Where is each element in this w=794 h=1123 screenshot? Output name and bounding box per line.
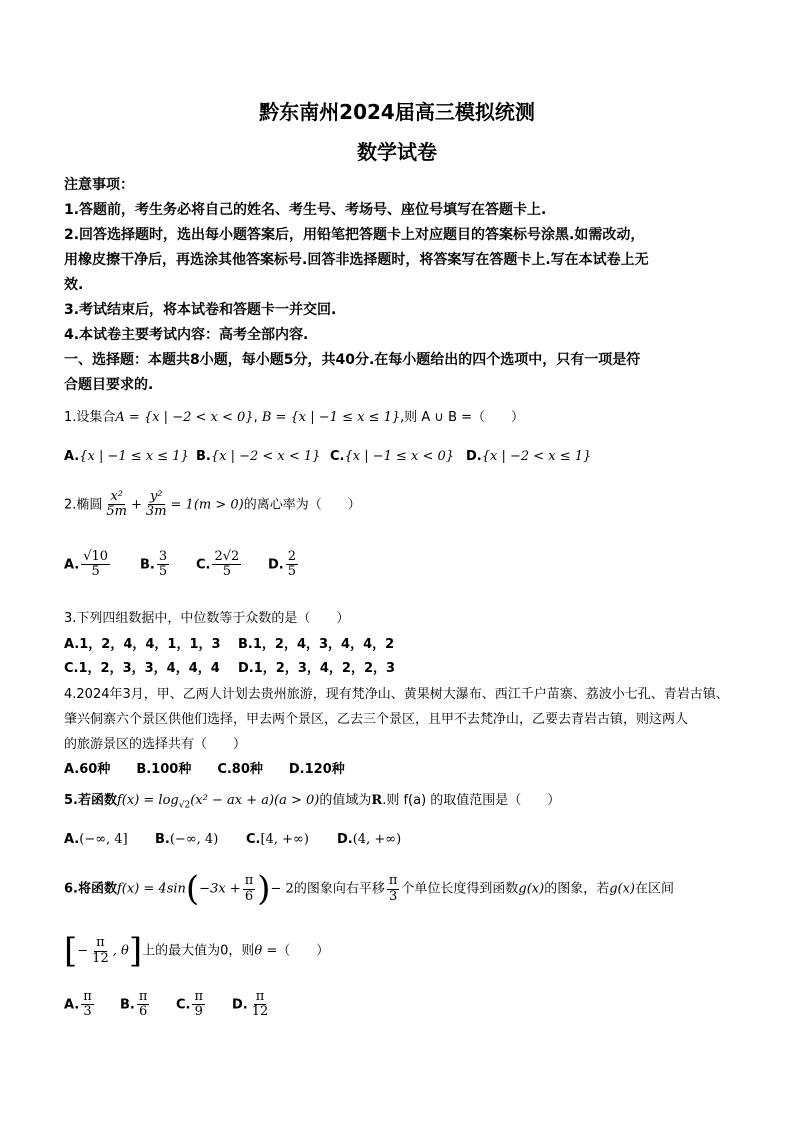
q2-option-d[interactable]: D. $\frac{2}{5}$ (268, 549, 297, 580)
exam-title: 黔东南州2024届高三模拟统测 (259, 100, 535, 124)
section-heading-line-1: 一、选择题：本题共8小题，每小题5分，共40分.在每小题给出的四个选项中，只有一项是符 (64, 352, 641, 368)
q6-option-a[interactable]: A. $\frac{\pi}{3}$ (64, 989, 92, 1020)
note-4: 4.本试卷主要考试内容：高考全部内容. (64, 327, 309, 343)
notes-heading: 注意事项： (64, 177, 134, 193)
q1-option-c[interactable]: C.{x | −1 ≤ x < 0} (330, 449, 455, 464)
q6-option-c[interactable]: C. $\frac{\pi}{9}$ (176, 989, 204, 1020)
note-3: 3.考试结束后，将本试卷和答题卡一并交回. (64, 302, 337, 318)
question-4-line-3: 的旅游景区的选择共有（ ） (64, 737, 247, 752)
question-5-stem: 5.若函数$f(x) = \log_{√2}(x^2$ − ax + a)(a > 0)的值域为R.则 f(a) 的取值范围是（ ） (64, 793, 561, 811)
question-3-stem: 3.下列四组数据中，中位数等于众数的是（ ） (64, 611, 350, 626)
q1-option-d[interactable]: D.{x | −2 < x ≤ 1} (466, 449, 592, 464)
q3-option-a[interactable]: A.1，2，4，4，1，1，3 (64, 637, 221, 652)
question-4-line-1: 4.2024年3月，甲、乙两人计划去贵州旅游，现有梵净山、黄果树大瀑布、西江千户苗寨、荔波小七孔、青岩古镇、 (64, 687, 729, 702)
q6-option-b[interactable]: B. $\frac{\pi}{6}$ (120, 989, 148, 1020)
fraction-x2-5m: $\frac{\text{x²}}{5m}$ (106, 489, 128, 520)
q3-option-c[interactable]: C.1，2，3，3，4，4，4 (64, 661, 220, 676)
q5-option-c[interactable]: C.[4, +∞) (246, 832, 309, 847)
note-1: 1.答题前，考生务必将自己的姓名、考生号、考场号、座位号填写在答题卡上. (64, 202, 547, 218)
set-b: B = {x | −1 ≤ x ≤ 1} (261, 410, 401, 425)
q3-option-b[interactable]: B.1，2，4，3，4，4，2 (238, 637, 395, 652)
question-4-line-2: 肇兴侗寨六个景区供他们选择，甲去两个景区，乙去三个景区，且甲不去梵净山，乙要去青岩古镇，则这两人 (64, 712, 689, 727)
note-2-line-3: 效. (64, 277, 84, 293)
q1-option-a[interactable]: A.{x | −1 ≤ x ≤ 1} (64, 449, 189, 464)
q1-option-b[interactable]: B.{x | −2 < x < 1} (196, 449, 321, 464)
q2-option-a[interactable]: A. $\frac{√10}{5}$ (64, 549, 109, 580)
question-1-stem: 1.设集合A = {x | −2 < x < 0}, B = {x | −1 ≤ x ≤ 1},则 A ∪ B =（ ） (64, 410, 525, 425)
q5-option-d[interactable]: D.(4, +∞) (337, 832, 402, 847)
q4-options[interactable]: A.60种 B.100种 C.80种 D.120种 (64, 762, 345, 777)
question-6-line-1: 6.将函数f(x) = 4sin(−3x + $\frac{\pi}{6}$ )− 2的图象向右平移 $\frac{\pi}{3}$ 个单位长度得到函数g(x)的图象，若g(x)在区间 (64, 869, 675, 909)
q2-option-b[interactable]: B. $\frac{3}{5}$ (140, 549, 168, 580)
log-base: √2 (178, 800, 191, 811)
question-2-stem: 2.椭圆 $\frac{\text{x²}}{5m}$ + $\frac{\text{y²}}{3m}$ = 1(m > 0)的离心率为（ ） (64, 489, 361, 520)
q5-option-a[interactable]: A.(−∞, 4] (64, 832, 128, 847)
exam-subtitle: 数学试卷 (357, 140, 437, 164)
note-2-line-2: 用橡皮擦干净后，再选涂其他答案标号.回答非选择题时，将答案写在答题卡上.写在本试卷上无 (64, 252, 649, 268)
note-2-line-1: 2.回答选择题时，选出每小题答案后，用铅笔把答题卡上对应题目的答案标号涂黑.如需改动， (64, 227, 645, 243)
fraction-y2-3m: $\frac{\text{y²}}{3m}$ (145, 489, 167, 520)
question-6-line-2: [− $\frac{\pi}{12}$ , θ]上的最大值为0，则θ =（ ） (64, 931, 330, 971)
set-a: A = {x | −2 < x < 0} (115, 410, 254, 425)
q6-option-d[interactable]: D. $\frac{\pi}{12}$ (232, 989, 269, 1020)
section-heading-line-2: 合题目要求的. (64, 377, 154, 393)
q2-option-c[interactable]: C. $\frac{2√2}{5}$ (196, 549, 240, 580)
q5-option-b[interactable]: B.(−∞, 4) (155, 832, 219, 847)
q3-option-d[interactable]: D.1，2，3，4，2，2，3 (238, 661, 396, 676)
